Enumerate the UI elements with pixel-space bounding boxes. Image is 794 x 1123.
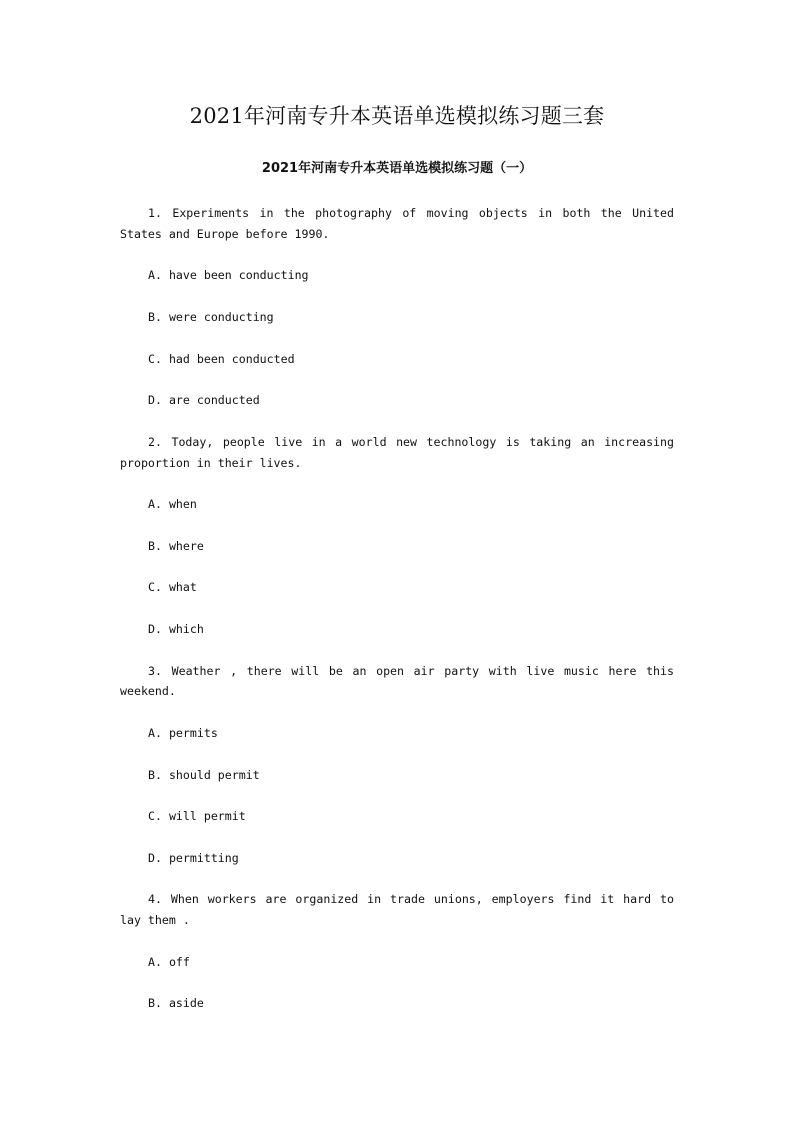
option-a: A. when <box>148 497 197 512</box>
option-a: A. off <box>148 954 190 969</box>
option-d: D. which <box>148 621 204 636</box>
option-a: A. have been conducting <box>148 268 309 283</box>
question-stem: 1. Experiments in the photography of moving objects in both the United States and Europe before 1990. <box>120 206 674 241</box>
option-d: D. permitting <box>148 850 239 865</box>
document-title: 2021年河南专升本英语单选模拟练习题三套 <box>189 104 605 128</box>
question-block <box>120 432 674 640</box>
question-stem: 4. When workers are organized in trade unions, employers find it hard to lay them . <box>120 892 674 928</box>
question-block <box>120 661 674 869</box>
option-b: B. where <box>148 538 204 553</box>
option-a: A. permits <box>148 725 218 740</box>
option-b: B. were conducting <box>148 309 274 324</box>
section-title: 2021年河南专升本英语单选模拟练习题（一） <box>261 161 533 176</box>
question-stem: 2. Today, people live in a world new technology is taking an increasing proportion in their lives. <box>120 434 674 470</box>
option-b: B. aside <box>148 996 204 1011</box>
question-list <box>120 203 674 1035</box>
option-d: D. are conducted <box>148 393 260 408</box>
option-c: C. will permit <box>148 809 246 824</box>
option-c: C. what <box>148 580 197 595</box>
question-stem: 3. Weather , there will be an open air party with live music here this weekend. <box>120 663 674 699</box>
option-b: B. should permit <box>148 767 260 782</box>
option-c: C. had been conducted <box>148 351 295 366</box>
question-block <box>120 889 674 1014</box>
question-block <box>120 203 674 411</box>
